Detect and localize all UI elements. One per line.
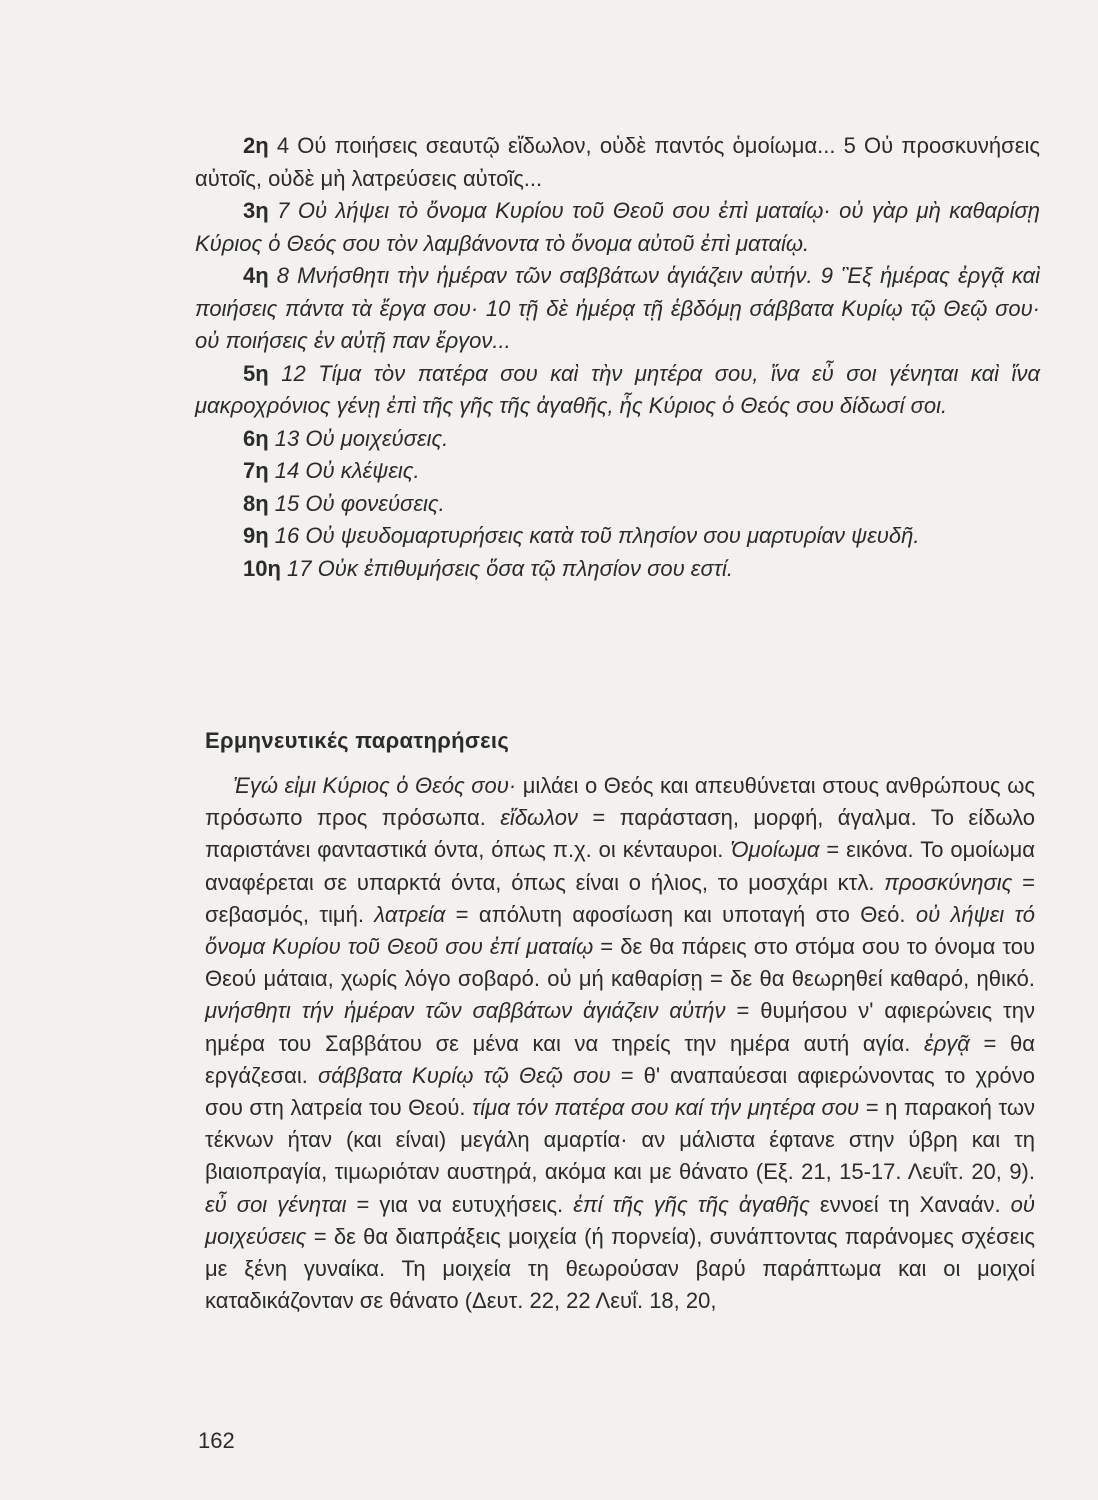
commandment-text-italic: 15 Οὐ φονεύσεις. [268,490,445,516]
commandment-number: 3η [243,198,269,223]
commentary-segment: = θα εργάζεσαι. [205,1030,1036,1088]
commandment-text-italic: 17 Οὐκ ἐπιθυμήσεις ὅσα τῷ πλησίον σου εστί. [280,555,733,581]
commentary-segment: = απόλυτη αφοσίωση και υποταγή στο Θεό. [445,901,916,927]
commentary-segment: = θ' αναπαύεσαι αφιερώνοντας το χρόνο σου στη λατρεία του Θεού. [205,1062,1035,1121]
page-number: 162 [198,1428,235,1453]
commandment-number: 10η [243,555,281,581]
commandment-4 [195,260,1040,358]
commentary-segment: μιλάει ο Θεός και απευθύνεται στους ανθρώπους ως πρόσωπο προς πρόσωπα. [205,773,1035,831]
commentary-segment: = παράσταση, μορφή, άγαλμα. Το είδωλο παριστάνει φανταστικά όντα, όπως π.χ. οι κένταυροι. [205,805,1036,863]
commandment-number: 6η [243,425,269,451]
commentary-segment: οὐ λήψει τό ὄνομα Κυρίου τοῦ Θεοῦ σου ἐπί ματαίῳ [205,901,1035,960]
commandment-8 [195,488,1040,521]
commandment-2 [195,130,1040,195]
commandment-text-italic: 7 Οὐ λήψει τὸ ὄνομα Κυρίου τοῦ Θεοῦ σου ἐπὶ ματαίῳ· οὐ γὰρ μὴ καθαρίσῃ Κύριος ὁ Θεός σου τὸν λαμβάνοντα τὸ ὄνομα αὐτοῦ ἐπὶ ματαίῳ. [195,198,1040,256]
commandment-text: 4 Ού ποιήσεις σεαυτῷ εἴδωλον, οὐδὲ παντός ὁμοίωμα... 5 Οὐ προσκυνήσεις αὐτοῖς, οὐδὲ μὴ λατρεύσεις αὐτοῖς... [195,133,1040,191]
commentary-segment: = σεβασμός, τιμή. [205,869,1036,927]
commentary-segment: εἴδωλον [500,805,578,831]
commandment-5 [195,358,1040,423]
commentary-segment: οὐ μή καθαρίσῃ [547,966,703,992]
commandment-text-italic: 16 Οὐ ψευδομαρτυρήσεις κατὰ τοῦ πλησίον σου μαρτυρίαν ψευδῆ. [268,523,920,548]
commentary-segment: ἐπί τῆς γῆς τῆς ἀγαθῆς [573,1191,810,1217]
commentary-segment: λατρεία [374,901,446,927]
commentary-segment: = για να ευτυχήσεις. [346,1191,574,1217]
commentary-segment: Ἐγώ εἰμι Κύριος ὁ Θεός σου· [233,773,517,798]
commentary-segment: ἐργᾷ [924,1030,970,1056]
commentary-segment: = δε θα πάρεις στο στόμα σου το όνομα του Θεού μάταια, χωρίς λόγο σοβαρό. [205,934,1036,992]
commandment-text-italic: 8 Μνήσθητι τὴν ἡμέραν τῶν σαββάτων ἁγιάζειν αὐτήν. 9 Ἓξ ἡμέρας ἐργᾷ καὶ ποιήσεις πάντα τὰ ἔργα σου· 10 τῇ δὲ ἡμέρᾳ τῇ ἑβδόμῃ σάββατα Κυρίῳ τῷ Θεῷ σου· οὐ ποιήσεις ἐν αὐτῇ παν ἔργον... [195,263,1040,353]
commentary-segment: Ὁμοίωμα [730,837,820,863]
commandment-number: 7η [243,458,269,483]
commentary-segment: σάββατα Κυρίῳ τῷ Θεῷ σου [317,1062,611,1088]
commentary-segment: = δε θα διαπράξεις μοιχεία (ή πορνεία), συνάπτοντας παράνομες σχέσεις με ξένη γυναίκα. Τη μοιχεία τη θεωρούσαν βαρύ παράπτωμα και οι μοιχοί καταδικάζονταν σε θάνατο (Δευτ. 22, 22 Λευΐ. 18, 20, [205,1223,1035,1314]
commentary-segment: τίμα τόν πατέρα σου καί τήν μητέρα σου [472,1095,860,1121]
commentary-segment: οὐ μοιχεύσεις [205,1191,1035,1249]
commandments-list [195,130,1040,585]
commandment-number: 4η [243,263,269,288]
commentary-segment: μνήσθητι τήν ἡμέραν τῶν σαββάτων ἁγιάζειν αὐτήν [205,998,726,1024]
commandment-number: 5η [243,360,269,386]
commentary-segment: εὖ σοι γένηται [205,1191,347,1217]
commandment-text-italic: 13 Οὐ μοιχεύσεις. [268,425,449,451]
commandment-text-italic: 12 Τίμα τὸν πατέρα σου καὶ τὴν μητέρα σου, ἵνα εὖ σοι γένηται καὶ ἵνα μακροχρόνιος γένῃ ἐπὶ τῆς γῆς τῆς ἀγαθῆς, ἧς Κύριος ὁ Θεός σου δίδωσί σοι. [195,360,1040,418]
commentary-segment: = δε θα θεωρηθεί καθαρό, ηθικό. [702,966,1035,992]
commandment-3 [195,195,1040,260]
commandment-10 [195,553,1040,586]
commentary-segment: = εικόνα. Το ομοίωμα αναφέρεται σε υπαρκτά όντα, όπως είναι ο ήλιος, το μοσχάρι κτλ. [205,837,1035,895]
commandment-9 [195,520,1040,553]
commandment-number: 9η [243,523,269,548]
commandment-7 [195,455,1040,488]
section-heading: Ερμηνευτικές παρατηρήσεις [205,728,510,753]
commandment-number: 2η [243,133,269,158]
commandment-number: 8η [243,490,269,516]
commandment-6 [195,423,1040,456]
commandment-text-italic: 14 Οὐ κλέψεις. [268,458,420,483]
commentary-segment: εννοεί τη Χαναάν. [809,1191,1011,1217]
commentary-segment: = η παρακοή των τέκνων ήταν (και είναι) μεγάλη αμαρτία· αν μάλιστα έφτανε στην ύβρη και τη βιαιοπραγία, τιμωριόταν αυστηρά, ακόμα και με θάνατο (Εξ. 21, 15-17. Λευΐτ. 20, 9). [205,1095,1036,1185]
commentary-paragraph [205,770,1035,1317]
commentary-segment: = θυμήσου ν' αφιερώνεις την ημέρα του Σαββάτου σε μένα και να τηρείς την ημέρα αυτή αγία. [205,998,1035,1056]
commentary-segment: προσκύνησις [884,869,1013,895]
